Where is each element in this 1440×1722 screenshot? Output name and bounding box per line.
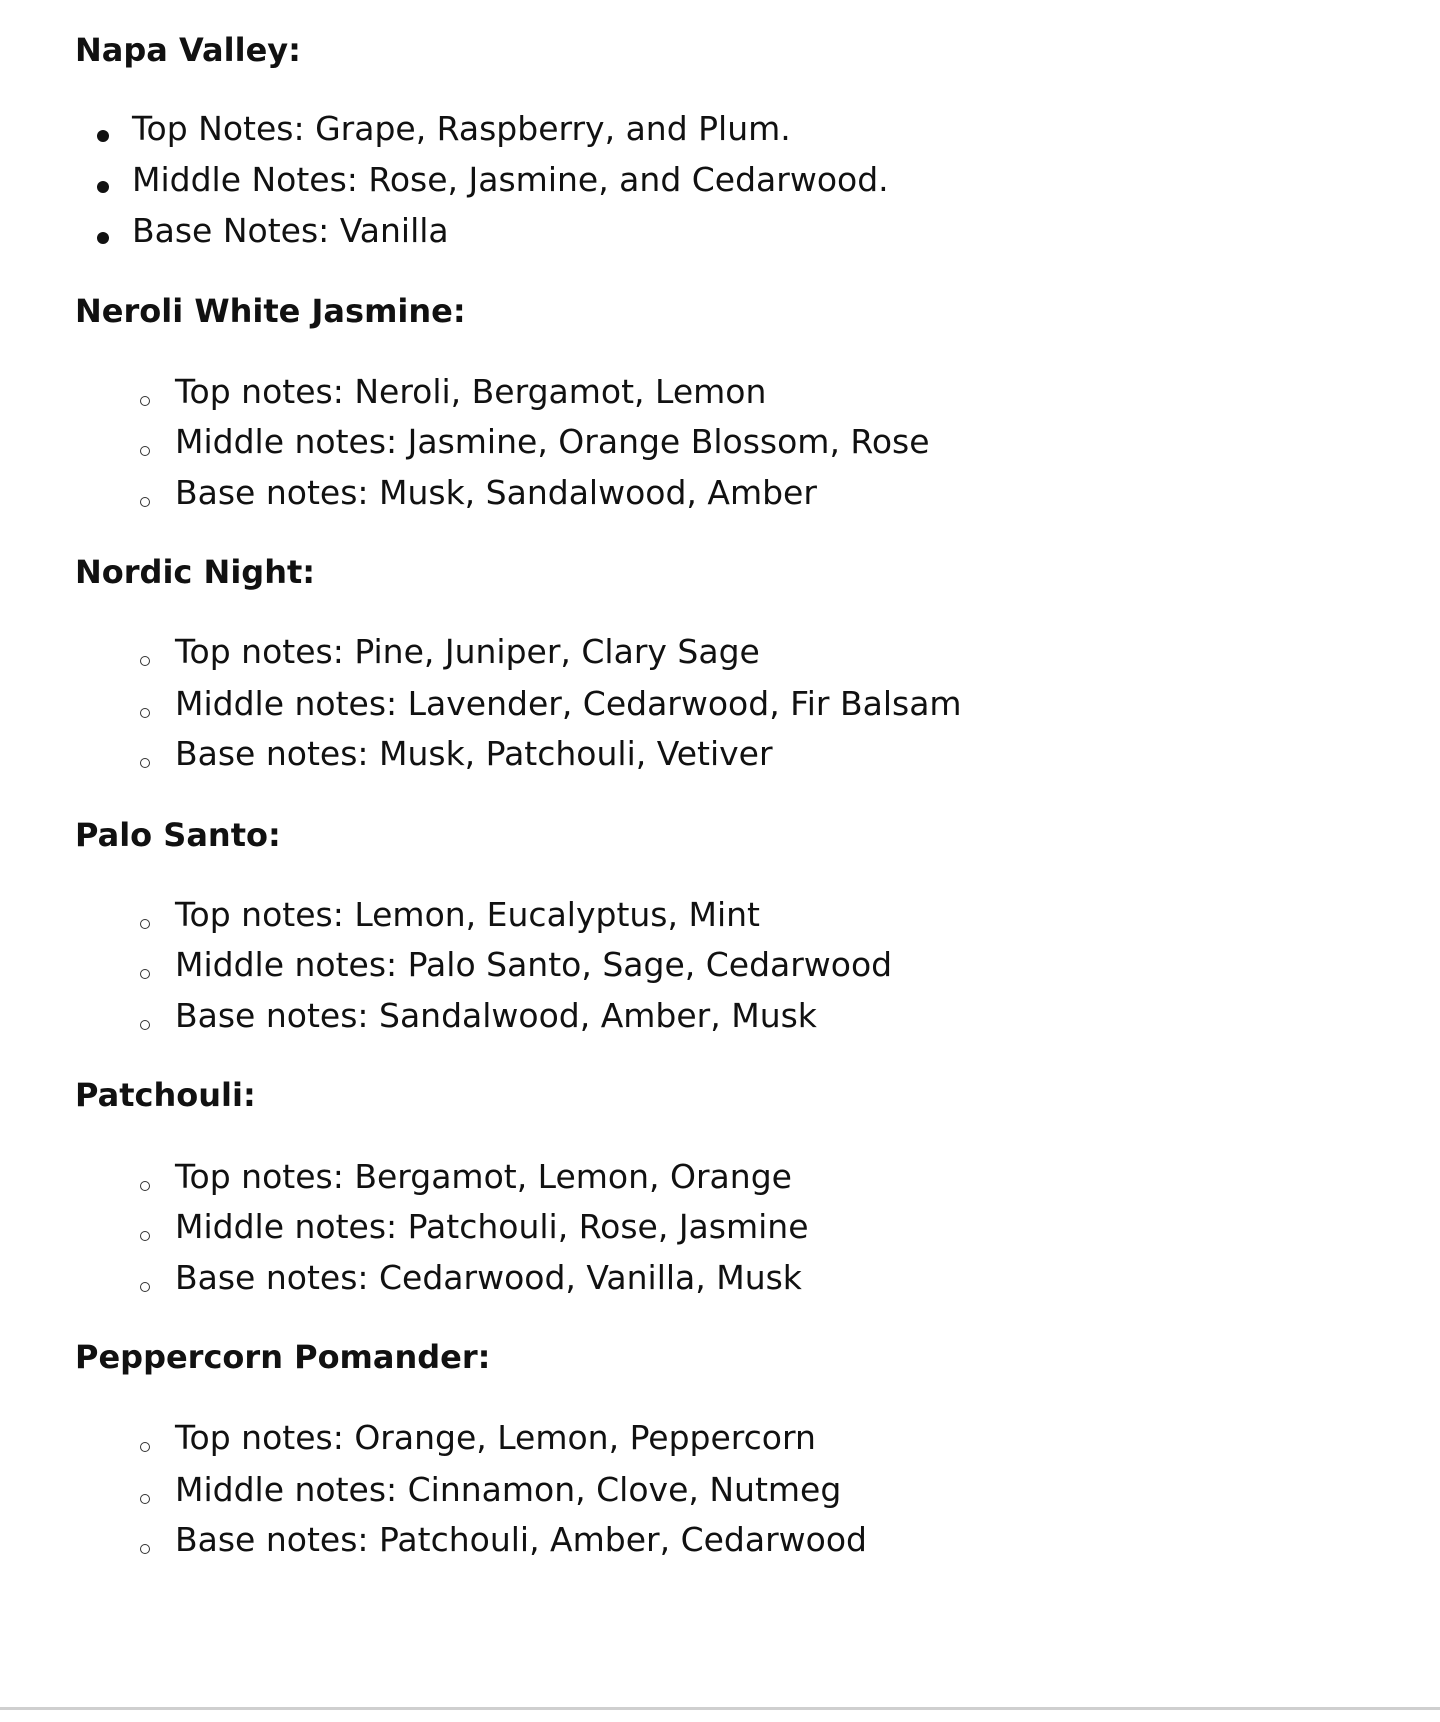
bullet-circle-icon (140, 656, 150, 666)
list-item-text: Middle notes: Cinnamon, Clove, Nutmeg (175, 1470, 842, 1509)
list-item (0, 1157, 1440, 1197)
section-title-peppercorn-pomander: Peppercorn Pomander: (75, 1338, 491, 1376)
list-item-text: Base notes: Cedarwood, Vanilla, Musk (175, 1258, 802, 1297)
list-item (0, 895, 1440, 935)
bullet-circle-icon (140, 969, 150, 979)
bullet-circle-icon (140, 1494, 150, 1504)
bullet-circle-icon (140, 497, 150, 507)
bullet-circle-icon (140, 1544, 150, 1554)
list-item (0, 1258, 1440, 1298)
list-item-text: Middle notes: Jasmine, Orange Blossom, Rose (175, 422, 930, 461)
bullet-circle-icon (140, 1442, 150, 1452)
bullet-circle-icon (140, 919, 150, 929)
list-item-text: Top notes: Bergamot, Lemon, Orange (175, 1157, 792, 1196)
section-title-neroli-white-jasmine: Neroli White Jasmine: (75, 292, 466, 330)
bullet-disc-icon (97, 181, 109, 193)
section-title-palo-santo: Palo Santo: (75, 816, 281, 854)
bullet-circle-icon (140, 446, 150, 456)
list-item (0, 945, 1440, 985)
list-item (0, 1207, 1440, 1247)
list-item-text: Top notes: Neroli, Bergamot, Lemon (175, 372, 767, 411)
list-item (0, 372, 1440, 412)
list-item-text: Top notes: Lemon, Eucalyptus, Mint (175, 895, 760, 934)
section-title-napa-valley: Napa Valley: (75, 31, 301, 69)
list-item-text: Middle notes: Patchouli, Rose, Jasmine (175, 1207, 809, 1246)
list-item-text: Base notes: Patchouli, Amber, Cedarwood (175, 1520, 867, 1559)
bullet-circle-icon (140, 396, 150, 406)
list-item-text: Middle notes: Palo Santo, Sage, Cedarwood (175, 945, 893, 984)
list-item-text: Base notes: Musk, Patchouli, Vetiver (175, 734, 773, 773)
list-item (0, 1470, 1440, 1510)
section-title-nordic-night: Nordic Night: (75, 553, 316, 591)
list-item (0, 109, 1440, 149)
list-item-text: Middle notes: Lavender, Cedarwood, Fir Balsam (175, 684, 962, 723)
list-item-text: Top Notes: Grape, Raspberry, and Plum. (132, 109, 791, 148)
bullet-disc-icon (97, 232, 109, 244)
list-item (0, 1418, 1440, 1458)
bullet-circle-icon (140, 758, 150, 768)
bullet-circle-icon (140, 1282, 150, 1292)
list-item (0, 996, 1440, 1036)
bullet-circle-icon (140, 1181, 150, 1191)
bullet-circle-icon (140, 1231, 150, 1241)
list-item-text: Base notes: Musk, Sandalwood, Amber (175, 473, 817, 512)
list-item-text: Top notes: Orange, Lemon, Peppercorn (175, 1418, 816, 1457)
list-item (0, 632, 1440, 672)
list-item-text: Top notes: Pine, Juniper, Clary Sage (175, 632, 760, 671)
list-item (0, 473, 1440, 513)
page-bottom-divider (0, 1707, 1440, 1710)
list-item (0, 160, 1440, 200)
section-title-patchouli: Patchouli: (75, 1076, 256, 1114)
bullet-disc-icon (97, 130, 109, 142)
list-item-text: Base Notes: Vanilla (132, 211, 449, 250)
list-item (0, 422, 1440, 462)
bullet-circle-icon (140, 708, 150, 718)
list-item (0, 1520, 1440, 1560)
list-item-text: Base notes: Sandalwood, Amber, Musk (175, 996, 817, 1035)
list-item (0, 684, 1440, 724)
list-item (0, 734, 1440, 774)
bullet-circle-icon (140, 1020, 150, 1030)
list-item (0, 211, 1440, 251)
list-item-text: Middle Notes: Rose, Jasmine, and Cedarwood. (132, 160, 889, 199)
